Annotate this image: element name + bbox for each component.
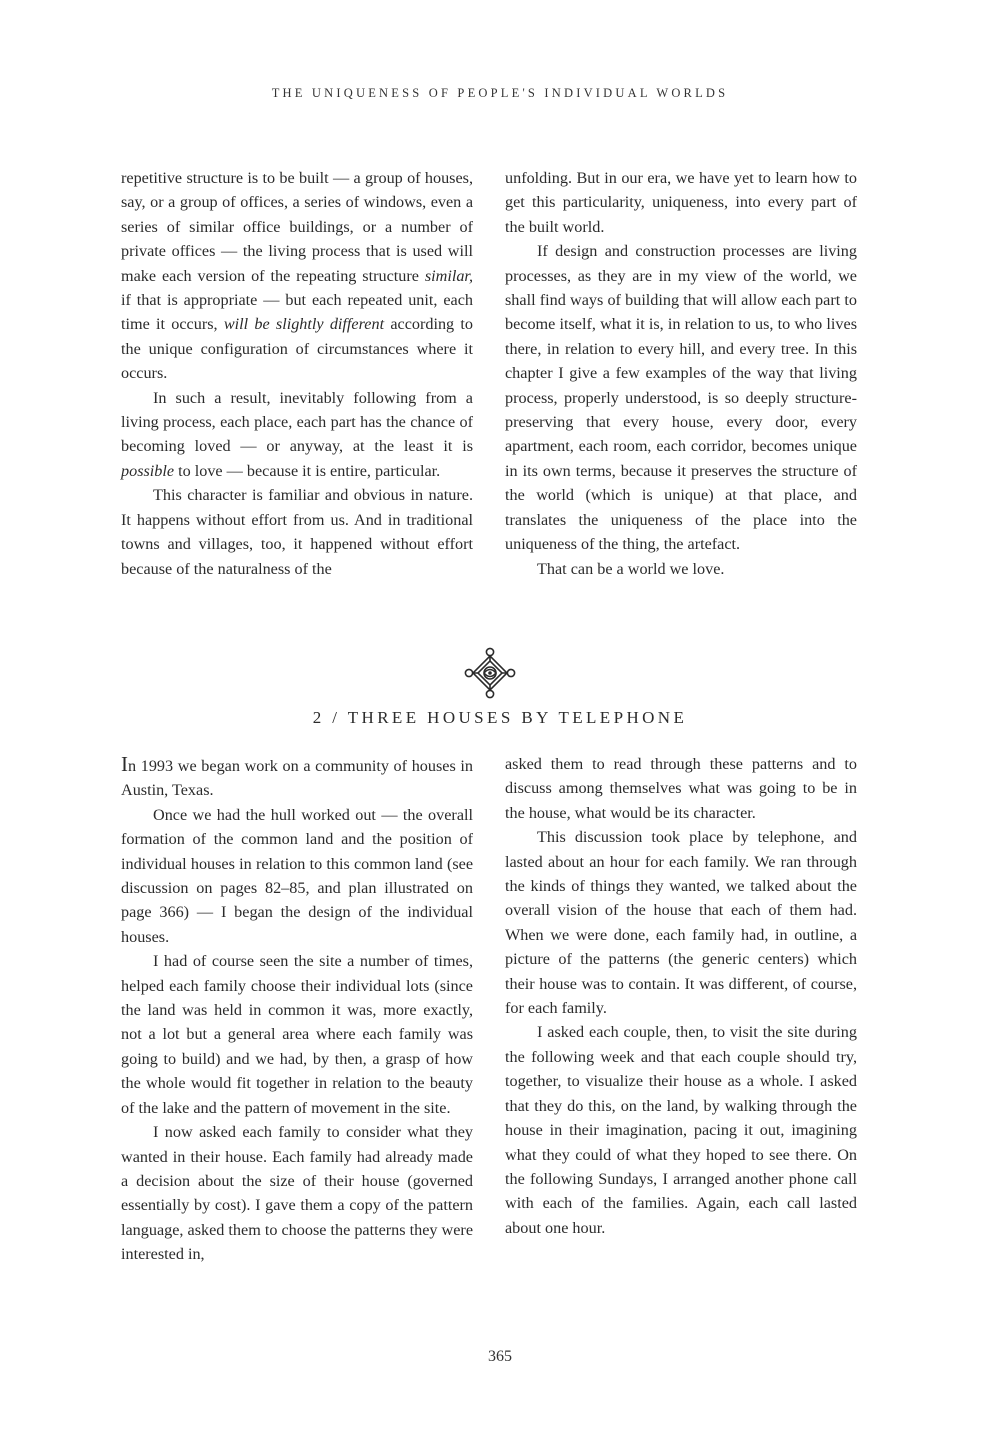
paragraph: Once we had the hull worked out — the overall formation of the common land and the position of individual houses in relation to this common land (see discussion on pages 82–85, and plan illustrated on page 366) — I began the design of the individual houses. <box>121 805 473 946</box>
paragraph: In such a result, inevitably following from a living process, each place, each part has the chance of becoming loved — or anyway, at the least it is possible to love — because it is entire, particular. <box>121 388 473 480</box>
page-number: 365 <box>488 1348 512 1365</box>
column-bottom-left <box>121 752 473 1267</box>
paragraph: I had of course seen the site a number of times, helped each family choose their individual lots (since the land was held in common it was, more exactly, not a lot but a general area where each family was going to build) and we had, by then, a grasp of how the whole would fit together in relation to the beauty of the lake and the pattern of movement in the site. <box>121 952 473 1117</box>
paragraph: If design and construction processes are living processes, as they are in my view of the world, we shall find ways of building that will allow each part to become itself, what it is, in relation to us, to who lives there, in relation to every hill, and every tree. In this chapter I give a few examples of the way that living process, properly understood, is so deeply structure-preserving that every house, every door, every apartment, each room, each corridor, becomes unique in its own terms, because it preserves the structure of the world (which is unique) at that place, and translates the uniqueness of the place into the uniqueness of the thing, the artefact. <box>505 242 857 554</box>
paragraph: This discussion took place by telephone, and lasted about an hour for each family. We ran through the kinds of things they wanted, we talked about the overall vision of the house that each of them had. When we were done, each family had, in outline, a picture of the patterns (the generic centers) which their house was to contain. It was different, of course, for each family. <box>505 828 857 1018</box>
drop-cap: I <box>121 752 128 776</box>
paragraph: repetitive structure is to be built — a group of houses, say, or a group of offices, a series of windows, even a series of similar office buildings, or a number of private offices — the living process that is used will make each version of the repeating structure similar, if that is appropriate — but each repeated unit, each time it occurs, will be slightly different according to the unique configuration of circumstances where it occurs. <box>121 169 473 383</box>
celtic-knot-ornament-icon <box>463 646 517 700</box>
paragraph: This character is familiar and obvious in nature. It happens without effort from us. And in traditional towns and villages, too, it happened without effort because of the naturalness of the <box>121 486 473 578</box>
running-head: THE UNIQUENESS OF PEOPLE'S INDIVIDUAL WORLDS <box>271 86 729 100</box>
column-bottom-right <box>505 752 857 1240</box>
paragraph: I now asked each family to consider what they wanted in their house. Each family had already made a decision about the size of their house (governed essentially by cost). I gave them a copy of the pattern language, asked them to choose the patterns they were interested in, <box>121 1123 473 1264</box>
column-top-left <box>121 166 473 581</box>
paragraph: That can be a world we love. <box>537 559 725 578</box>
paragraph: In 1993 we began work on a community of houses in Austin, Texas. <box>121 752 473 800</box>
paragraph: unfolding. But in our era, we have yet to learn how to get this particularity, uniqueness, into every part of the built world. <box>505 169 857 236</box>
column-top-right <box>505 166 857 581</box>
paragraph: I asked each couple, then, to visit the site during the following week and that each couple should try, together, to visualize their house as a whole. I asked that they do this, on the land, by walking through the house in their imagination, pacing it out, imagining what they could of what they hoped to see there. On the following Sundays, I arranged another phone call with each of the families. Again, each call lasted about one hour. <box>505 1023 857 1237</box>
paragraph: asked them to read through these patterns and to discuss among themselves what was going to be in the house, what would be its character. <box>505 755 857 822</box>
section-title: 2 / THREE HOUSES BY TELEPHONE <box>312 708 688 727</box>
